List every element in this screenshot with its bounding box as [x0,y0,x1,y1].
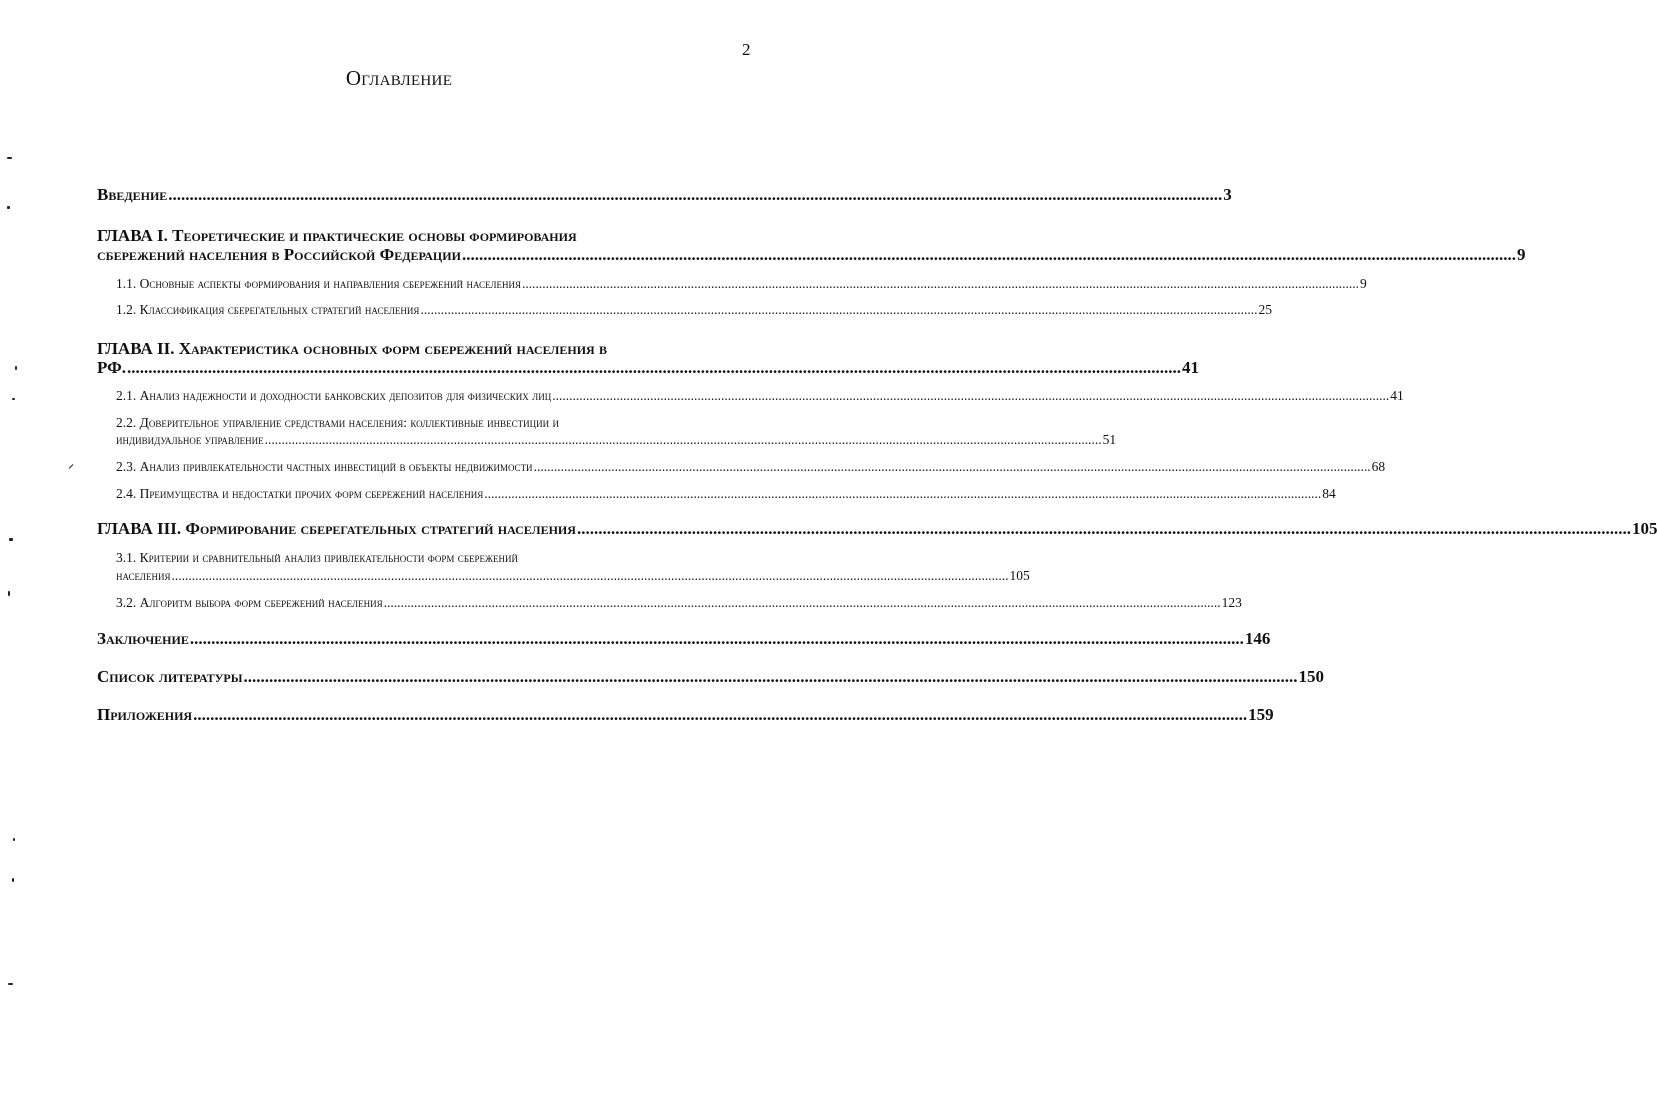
toc-entry-label: населения [116,568,171,583]
toc-page-number: 105 [1631,519,1657,538]
toc-entry-label: Список литературы [97,667,243,686]
toc-entry-label: 2.3. Анализ привлекательности частных инвестиций в объекты недвижимости [116,459,533,474]
toc-page-number: 68 [1371,459,1386,474]
scan-speck [7,157,12,159]
dot-leader: ........................................................................................................................................................................................................................................................ [171,568,1009,583]
scan-speck [8,983,13,985]
toc-entry-label: РФ. [97,358,126,377]
toc-page-number: 105 [1009,568,1030,583]
toc-entry-2-1[interactable] [116,388,1404,404]
scan-speck [69,464,74,469]
toc-entry-label: сбережений населения в Российской Федерации [97,245,461,264]
toc-entry-references[interactable] [97,667,1325,687]
toc-entry-label: 3.2. Алгоритм выбора форм сбережений населения [116,595,383,610]
toc-page-number: 84 [1322,486,1336,501]
dot-leader: ........................................................................................................................................................................................................................................................ [126,358,1181,377]
toc-entry-1-2[interactable] [116,302,1272,318]
dot-leader: ........................................................................................................................................................................................................................................................ [168,185,1223,204]
toc-entry-chapter-1[interactable] [97,245,1526,265]
toc-page-number: 25 [1258,302,1272,317]
toc-entry-label: индивидуальное управление [116,432,264,447]
scan-speck [7,206,10,209]
dot-leader: ........................................................................................................................................................................................................................................................ [576,519,1631,538]
toc-entry-1-1[interactable] [116,276,1367,292]
toc-page-number: 41 [1181,358,1199,377]
toc-page-number: 51 [1102,432,1117,447]
toc-entry-2-3[interactable] [116,459,1386,475]
toc-entry-3-1[interactable] [116,568,1030,584]
toc-page-number: 41 [1390,388,1404,403]
dot-leader: ........................................................................................................................................................................................................................................................ [533,459,1371,474]
scan-speck [12,398,15,400]
toc-entry-label: 1.1. Основные аспекты формирования и направления сбережений населения [116,276,522,291]
toc-page-number: 146 [1244,629,1271,648]
toc-entry-label: Заключение [97,629,189,648]
dot-leader: ........................................................................................................................................................................................................................................................ [461,245,1516,264]
toc-entry-intro[interactable] [97,185,1232,205]
dot-leader: ........................................................................................................................................................................................................................................................ [243,667,1298,686]
toc-entry-appendices[interactable] [97,705,1274,725]
toc-entry-2-2[interactable] [116,432,1117,448]
toc-entry-label: Приложения [97,705,193,724]
page-number: 2 [742,40,751,59]
toc-entry-label: 1.2. Классификация сберегательных стратегий населения [116,302,420,317]
toc-entry-2-4[interactable] [116,486,1336,502]
toc-entry-3-1-title[interactable]: 3.1. Критерии и сравнительный анализ привлекательности форм сбережений [116,550,519,565]
toc-page-number: 150 [1298,667,1325,686]
toc-page-number: 9 [1516,245,1526,264]
toc-entry-3-2[interactable] [116,595,1242,611]
scan-speck [13,838,15,841]
dot-leader: ........................................................................................................................................................................................................................................................ [420,302,1258,317]
dot-leader: ........................................................................................................................................................................................................................................................ [264,432,1102,447]
toc-entry-label: 2.1. Анализ надежности и доходности банковских депозитов для физических лиц [116,388,552,403]
dot-leader: ........................................................................................................................................................................................................................................................ [189,629,1244,648]
toc-entry-chapter-2[interactable] [97,358,1199,378]
toc-entry-label: ГЛАВА III. Формирование сберегательных стратегий населения [97,519,576,538]
toc-entry-label: 2.4. Преимущества и недостатки прочих форм сбережений населения [116,486,484,501]
dot-leader: ........................................................................................................................................................................................................................................................ [552,388,1390,403]
scan-speck [15,366,17,370]
toc-entry-chapter-3[interactable] [97,519,1657,539]
toc-entry-label: Введение [97,185,168,204]
toc-page-number: 159 [1248,705,1274,724]
toc-page-number: 123 [1221,595,1242,610]
toc-chapter-2-title[interactable]: ГЛАВА II. Характеристика основных форм сбережений населения в [97,339,607,358]
scan-speck [12,878,14,882]
toc-entry-2-2-title[interactable]: 2.2. Доверительное управление средствами населения: коллективные инвестиции и [116,415,559,430]
toc-page-number: 9 [1360,276,1367,291]
dot-leader: ........................................................................................................................................................................................................................................................ [484,486,1322,501]
dot-leader: ........................................................................................................................................................................................................................................................ [522,276,1360,291]
toc-entry-conclusion[interactable] [97,629,1271,649]
scan-speck [9,538,13,541]
page-title: Оглавление [345,66,453,90]
dot-leader: ........................................................................................................................................................................................................................................................ [193,705,1248,724]
toc-page-number: 3 [1223,185,1232,204]
scan-speck [8,591,10,596]
dot-leader: ........................................................................................................................................................................................................................................................ [383,595,1221,610]
toc-chapter-1-title[interactable]: ГЛАВА I. Теоретические и практические основы формирования [97,226,577,245]
